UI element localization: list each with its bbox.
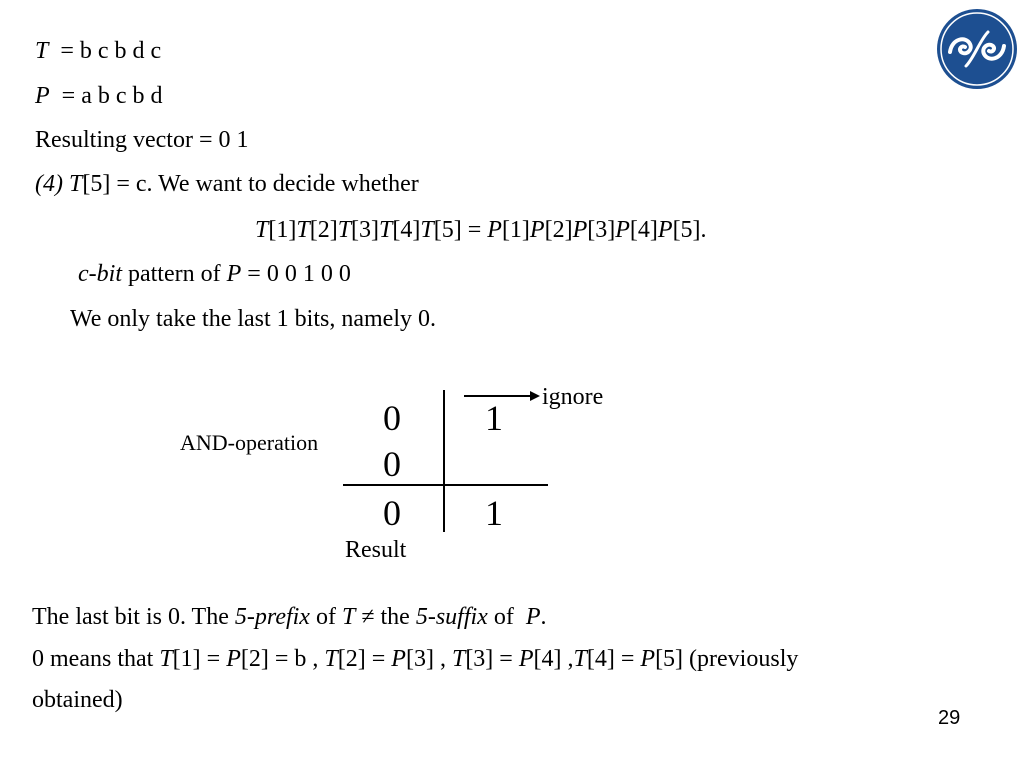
row1-bit2: 1 bbox=[485, 398, 503, 438]
row1-bit1: 0 bbox=[383, 398, 401, 438]
equality-equation: T[1]T[2]T[3]T[4]T[5] = P[1]P[2]P[3]P[4]P[5]. bbox=[255, 217, 707, 243]
and-operation-label: AND-operation bbox=[180, 430, 319, 455]
page-number: 29 bbox=[938, 707, 961, 729]
resulting-vector: Resulting vector = 0 1 bbox=[35, 127, 249, 153]
conclusion-line-1: The last bit is 0. The 5-prefix of T ≠ the 5-suffix of P. bbox=[32, 604, 547, 630]
t-definition: T = b c b d c bbox=[35, 38, 162, 64]
row2-bit1: 0 bbox=[383, 444, 401, 484]
step-4: (4) T[5] = c. We want to decide whether bbox=[35, 171, 419, 197]
result-label: Result bbox=[345, 537, 407, 563]
ignore-label: ignore bbox=[542, 384, 604, 410]
result-bit1: 0 bbox=[383, 493, 401, 533]
result-bit2: 1 bbox=[485, 493, 503, 533]
take-last-bits: We only take the last 1 bits, namely 0. bbox=[70, 306, 436, 332]
cbit-pattern: c-bit pattern of P = 0 0 1 0 0 bbox=[78, 261, 351, 287]
conclusion-line-3: obtained) bbox=[32, 687, 123, 713]
divider-vertical bbox=[443, 390, 445, 532]
conclusion-line-2: 0 means that T[1] = P[2] = b , T[2] = P[3] , T[3] = P[4] ,T[4] = P[5] (previously bbox=[32, 646, 799, 672]
university-emblem-icon bbox=[936, 8, 1018, 90]
p-definition: P = a b c b d bbox=[35, 83, 163, 109]
divider-horizontal bbox=[343, 484, 548, 486]
